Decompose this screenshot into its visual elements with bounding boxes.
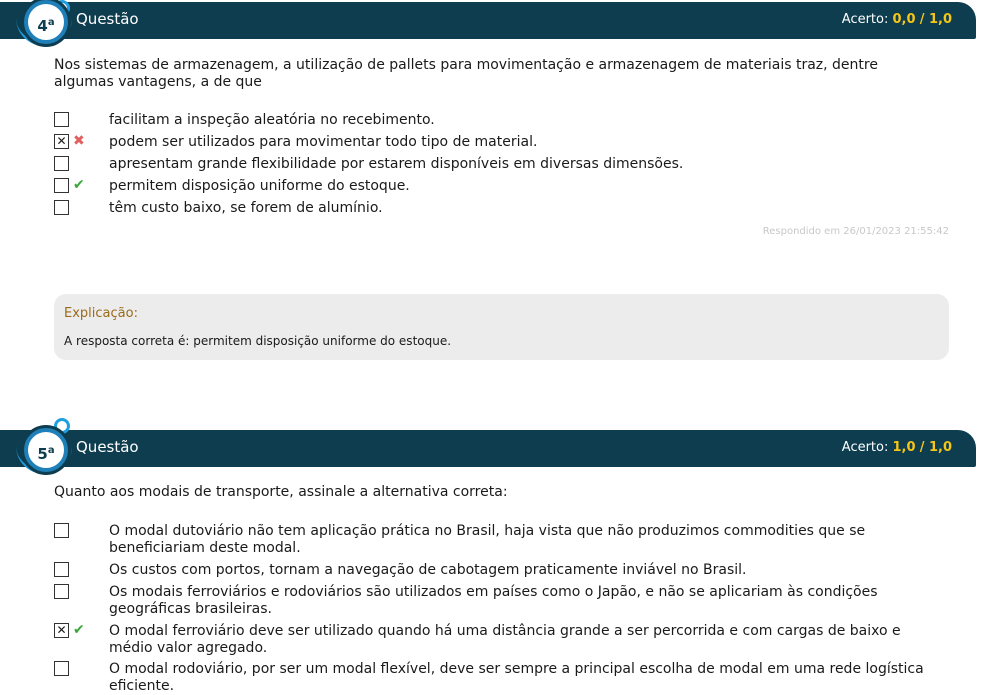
option-text: apresentam grande flexibilidade por estarem disponíveis em diversas dimensões. (109, 156, 684, 172)
checkbox[interactable] (54, 661, 69, 676)
question-5-stem: Quanto aos modais de transporte, assinale a alternativa correta: (54, 484, 508, 500)
option-text: O modal ferroviário deve ser utilizado quando há uma distância grande a ser percorrida e com cargas de baixo e médio valor agregado. (109, 623, 901, 656)
checkbox[interactable] (54, 523, 69, 538)
correct-check-icon: ✔ (73, 177, 85, 193)
question-5-number-badge: 5$^a$ (24, 428, 68, 472)
checkbox[interactable] (54, 584, 69, 599)
option-text: facilitam a inspeção aleatória no recebimento. (109, 112, 435, 128)
checkbox[interactable] (54, 200, 69, 215)
explanation-text: A resposta correta é: permitem disposição uniforme do estoque. (64, 334, 452, 348)
option-text: Os custos com portos, tornam a navegação de cabotagem praticamente inviável no Brasil. (109, 562, 747, 578)
answered-timestamp: Respondido em 26/01/2023 21:55:42 (762, 226, 949, 237)
checkbox-checked[interactable]: ✕ (54, 623, 69, 638)
option-text: O modal rodoviário, por ser um modal flexível, deve ser sempre a principal escolha de modal em uma rede logística eficiente. (109, 661, 924, 694)
question-5-score-value: 1,0 (892, 440, 916, 455)
option-text: podem ser utilizados para movimentar todo tipo de material. (109, 134, 538, 150)
option-text: permitem disposição uniforme do estoque. (109, 178, 410, 194)
question-5-header (0, 430, 976, 467)
checkbox-checked[interactable]: ✕ (54, 134, 69, 149)
question-4-score-value: 0,0 (892, 12, 916, 27)
question-5-score-total: / 1,0 (919, 440, 952, 455)
question-4-number-badge: 4$^a$ (24, 0, 68, 44)
explanation-label: Explicação: (64, 306, 138, 321)
question-4-title: Questão (76, 10, 139, 28)
option-text: têm custo baixo, se forem de alumínio. (109, 200, 383, 216)
wrong-x-icon: ✖ (73, 133, 85, 149)
question-5-score: Acerto: 1,0 / 1,0 (841, 440, 952, 455)
question-4-stem: Nos sistemas de armazenagem, a utilização de pallets para movimentação e armazenagem de materiais traz, dentre algumas vantagens, a de que (54, 57, 878, 90)
question-4-score: Acerto: 0,0 / 1,0 (841, 12, 952, 27)
question-4-score-total: / 1,0 (919, 12, 952, 27)
option-text: O modal dutoviário não tem aplicação prática no Brasil, haja vista que não produzimos commodities que se beneficiariam deste modal. (109, 523, 866, 556)
checkbox[interactable] (54, 156, 69, 171)
explanation-box (54, 294, 949, 360)
checkbox[interactable] (54, 178, 69, 193)
correct-check-icon: ✔ (73, 622, 85, 638)
question-5-title: Questão (76, 438, 139, 456)
question-4-header (0, 2, 976, 39)
checkbox[interactable] (54, 562, 69, 577)
option-text: Os modais ferroviários e rodoviários são utilizados em países como o Japão, e não se aplicariam às condições geográficas brasileiras. (109, 584, 878, 617)
checkbox[interactable] (54, 112, 69, 127)
